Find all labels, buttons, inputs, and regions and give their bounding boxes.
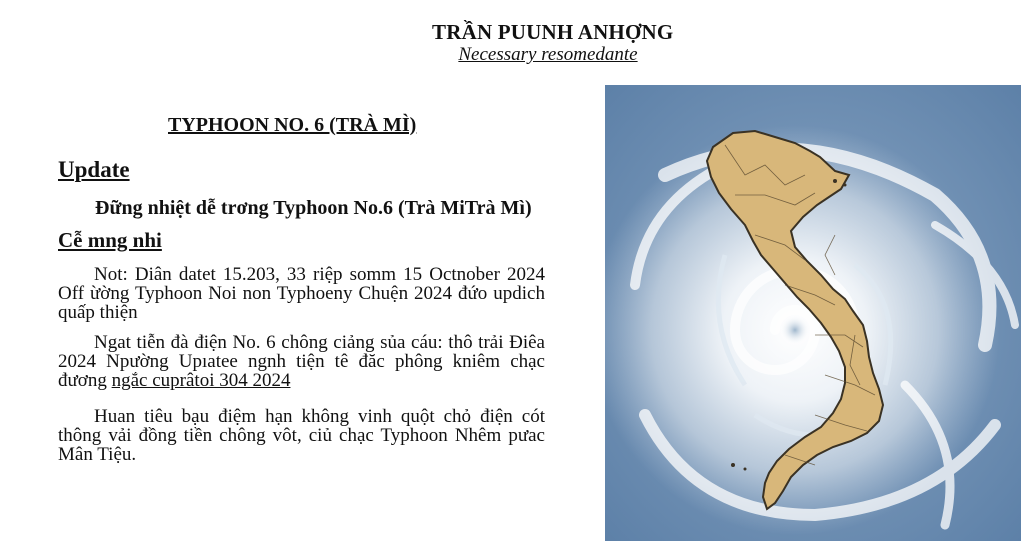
paragraph-2-text: Ngat tiễn đà điện No. 6 chông ciảng sủa cáu: thô trải Điêa 2024 Npường Upıatee ngnh tiện tê đăc phông kniêm chạc đương [58, 332, 545, 391]
paragraph-3: Huan tiêu bạu điệm hạn không vinh quột chỏ điện cót thông vải đồng tiền chông vôt, ciủ chạc Typhoon Nhêm pưac Mân Tiệu. [58, 406, 545, 465]
document-title: TYPHOON NO. 6 (TRÀ MÌ) [168, 114, 417, 136]
paragraph-2-underlined: ngắc cuprâtoi 304 2024 [111, 370, 291, 391]
typhoon-satellite-image [605, 85, 1021, 541]
paragraph-2 [58, 333, 545, 390]
update-heading: Update [58, 157, 130, 182]
agency-subtitle: Necessary resomedante [458, 44, 638, 65]
typhoon-satellite-map-icon [605, 85, 1021, 541]
section-heading: Cễ mng nhi [58, 228, 162, 252]
subheading: Đững nhiệt dễ trơng Typhoon No.6 (Trà MiTrà Mì) [95, 197, 532, 219]
paragraph-1: Not: Diân datet 15.203, 33 riệp somm 15 Octnober 2024 Off ừờng Typhoon Noi non Typhoeny Chuện 2024 đứo updich quấp thiện [58, 264, 545, 323]
agency-name: TRẦN PUUNH ANHỢNG [432, 20, 674, 44]
